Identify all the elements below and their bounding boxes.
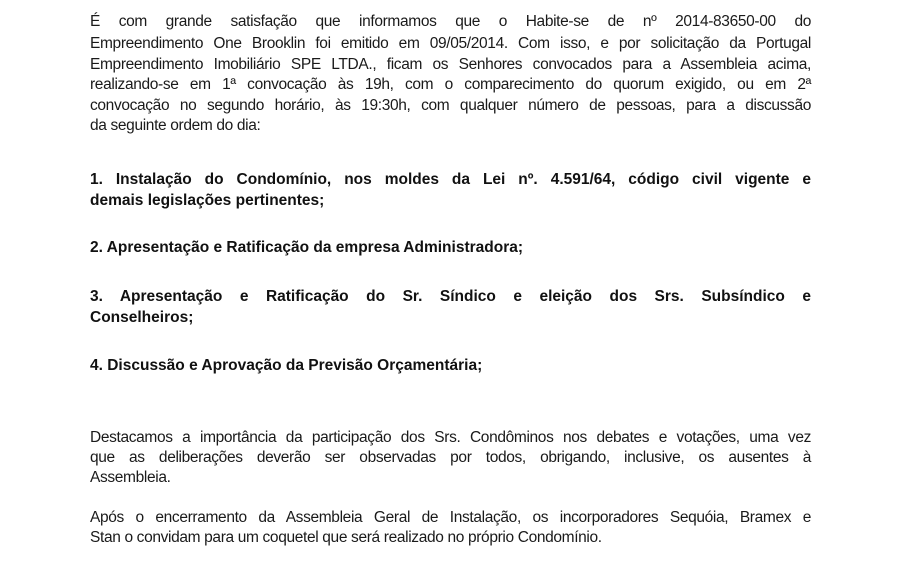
agenda-item-4: 4. Discussão e Aprovação da Previsão Orçamentária; bbox=[90, 357, 483, 374]
text-line: Empreendimento One Brooklin foi emitido em 09/05/2014. Com isso, e por solicitação da Portugal bbox=[90, 35, 811, 52]
agenda-item-1: 1. Instalação do Condomínio, nos moldes da Lei nº. 4.591/64, código civil vigente e bbox=[90, 171, 811, 188]
text-line: convocação no segundo horário, às 19:30h, com qualquer número de pessoas, para a discussão bbox=[90, 97, 811, 114]
text-line: que as deliberações deverão ser observadas por todos, obrigando, inclusive, os ausentes à bbox=[90, 449, 811, 466]
text-line: Assembleia. bbox=[90, 469, 171, 486]
agenda-item-2: 2. Apresentação e Ratificação da empresa Administradora; bbox=[90, 239, 524, 256]
text-line: da seguinte ordem do dia: bbox=[90, 117, 261, 134]
agenda-item-3: 3. Apresentação e Ratificação do Sr. Síndico e eleição dos Srs. Subsíndico e bbox=[90, 288, 811, 305]
text-line: Empreendimento Imobiliário SPE LTDA., ficam os Senhores convocados para a Assembleia acima, bbox=[90, 56, 811, 73]
agenda-item-3-cont: Conselheiros; bbox=[90, 309, 194, 326]
agenda-item-1-cont: demais legislações pertinentes; bbox=[90, 192, 325, 209]
text-line: É com grande satisfação que informamos que o Habite-se de nº 2014-83650-00 do bbox=[90, 13, 811, 30]
text-line: Destacamos a importância da participação dos Srs. Condôminos nos debates e votações, uma vez bbox=[90, 429, 811, 446]
text-line: realizando-se em 1ª convocação às 19h, com o comparecimento do quorum exigido, ou em 2ª bbox=[90, 76, 811, 93]
text-line: Após o encerramento da Assembleia Geral de Instalação, os incorporadores Sequóia, Bramex e bbox=[90, 509, 811, 526]
text-line: Stan o convidam para um coquetel que será realizado no próprio Condomínio. bbox=[90, 529, 602, 546]
